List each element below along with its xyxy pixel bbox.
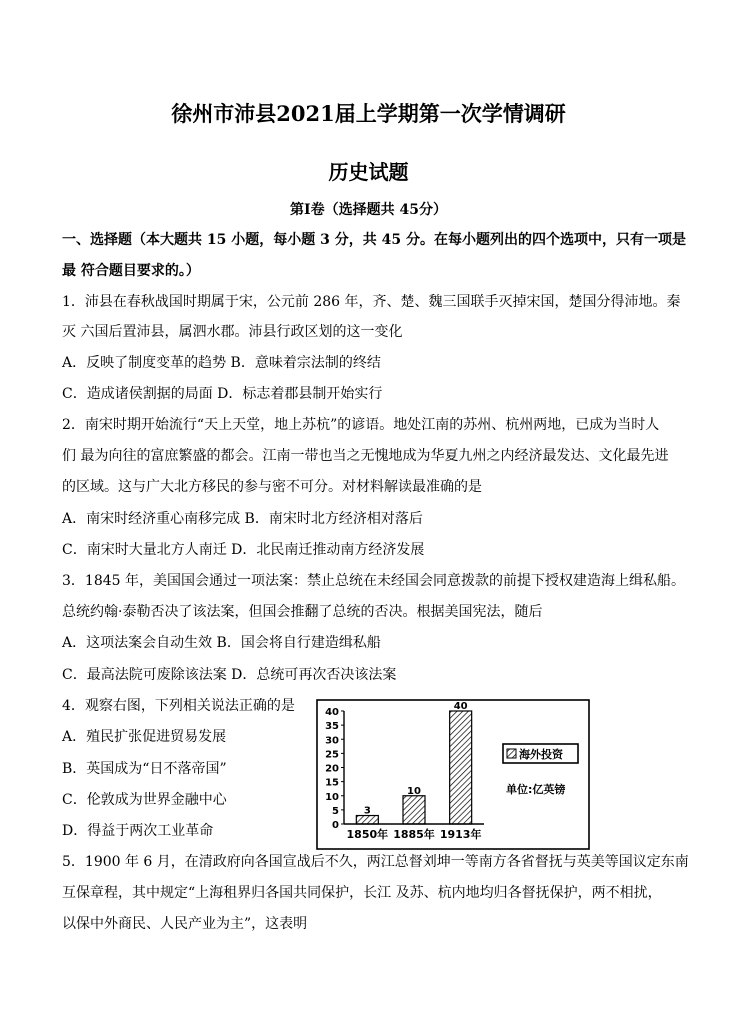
instructions-line-2: 最 符合题目要求的。） <box>62 263 200 279</box>
q1-stem-line-1: 1．沛县在春秋战国时期属于宋，公元前 286 年，齐、楚、魏三国联手灭掉宋国，楚国分得沛地。秦 <box>62 294 681 310</box>
q2-options-cd: C．南宋时大量北方人南迁 D．北民南迁推动南方经济发展 <box>62 542 425 558</box>
q2-stem-line-3: 的区域。这与广大北方移民的参与密不可分。对材料解读最准确的是 <box>62 479 482 495</box>
q5-stem-line-1: 5．1900 年 6 月，在清政府向各国宣战后不久，两江总督刘坤一等南方各省督抚与英美等国议定东南 <box>62 854 689 870</box>
bar-value-label: 40 <box>453 701 468 712</box>
x-axis <box>344 824 484 841</box>
y-tick-label: 20 <box>325 763 339 775</box>
q3-options-ab: A．这项法案会自动生效 B．国会将自行建造缉私船 <box>62 635 381 651</box>
overseas-investment-chart <box>316 699 590 850</box>
q3-options-cd: C．最高法院可废除该法案 D．总统可再次否决该法案 <box>62 667 397 683</box>
q4-option-c: C．伦敦成为世界金融中心 <box>62 792 227 808</box>
bars <box>356 701 471 824</box>
q2-stem-line-1: 2．南宋时期开始流行“天上天堂，地上苏杭”的谚语。地处江南的苏州、杭州两地，已成为当时人 <box>62 417 660 433</box>
subject-title: 历史试题 <box>328 160 409 184</box>
q1-stem-line-2: 灭 六国后置沛县，属泗水郡。沛县行政区划的这一变化 <box>62 324 403 340</box>
y-tick-label: 5 <box>332 805 339 817</box>
x-category-label: 1885年 <box>393 828 435 841</box>
chart-svg <box>316 699 590 850</box>
bar-1913年 <box>450 711 472 824</box>
y-tick-label: 30 <box>325 735 339 747</box>
y-tick-label: 0 <box>332 820 339 831</box>
q4-option-a: A．殖民扩张促进贸易发展 <box>62 729 227 745</box>
bar-1850年 <box>356 816 378 824</box>
q3-stem-line-2: 总统约翰·泰勒否决了该法案，但国会推翻了总统的否决。根据美国宪法，随后 <box>62 604 543 620</box>
y-axis <box>325 707 344 831</box>
q4-option-b: B．英国成为“日不落帝国” <box>62 761 227 777</box>
legend <box>503 744 578 796</box>
q3-stem-line-1: 3．1845 年，美国国会通过一项法案：禁止总统在未经国会同意拨款的前提下授权建造海上缉私船。 <box>62 573 685 589</box>
bar-value-label: 3 <box>363 805 371 817</box>
y-tick-label: 10 <box>325 791 339 803</box>
y-tick-label: 15 <box>325 777 339 789</box>
instructions-line-1: 一、选择题（本大题共 15 小题，每小题 3 分，共 45 分。在每小题列出的四个选项中，只有一项是 <box>62 232 686 248</box>
y-tick-label: 35 <box>325 721 339 733</box>
q5-stem-line-2: 互保章程，其中规定“上海租界归各国共同保护，长江 及苏、杭内地均归各督抚保护，两不相扰， <box>62 885 662 901</box>
q2-options-ab: A．南宋时经济重心南移完成 B．南宋时北方经济相对落后 <box>62 511 423 527</box>
q1-options-cd: C．造成诸侯割据的局面 D．标志着郡县制开始实行 <box>62 386 383 402</box>
q1-options-ab: A．反映了制度变革的趋势 B．意味着宗法制的终结 <box>62 355 381 371</box>
q5-stem-line-3: 以保中外商民、人民产业为主”，这表明 <box>62 916 308 932</box>
y-tick-label: 25 <box>325 749 339 761</box>
legend-label: 海外投资 <box>519 748 563 761</box>
exam-title: 徐州市沛县2021届上学期第一次学情调研 <box>171 101 566 126</box>
unit-label: 单位:亿英镑 <box>506 783 566 796</box>
q2-stem-line-2: 们 最为向往的富庶繁盛的都会。江南一带也当之无愧地成为华夏九州之内经济最发达、文化最先进 <box>62 448 669 464</box>
x-category-label: 1913年 <box>439 828 482 841</box>
y-tick-label: 40 <box>325 707 339 718</box>
legend-swatch-icon <box>507 749 516 758</box>
q4-stem: 4．观察右图，下列相关说法正确的是 <box>62 698 295 714</box>
q4-option-d: D．得益于两次工业革命 <box>62 823 214 839</box>
bar-1885年 <box>403 796 425 824</box>
x-category-label: 1850年 <box>346 828 389 841</box>
bar-value-label: 10 <box>407 785 421 797</box>
section-title: 第Ⅰ卷（选择题共 45分） <box>290 202 447 218</box>
